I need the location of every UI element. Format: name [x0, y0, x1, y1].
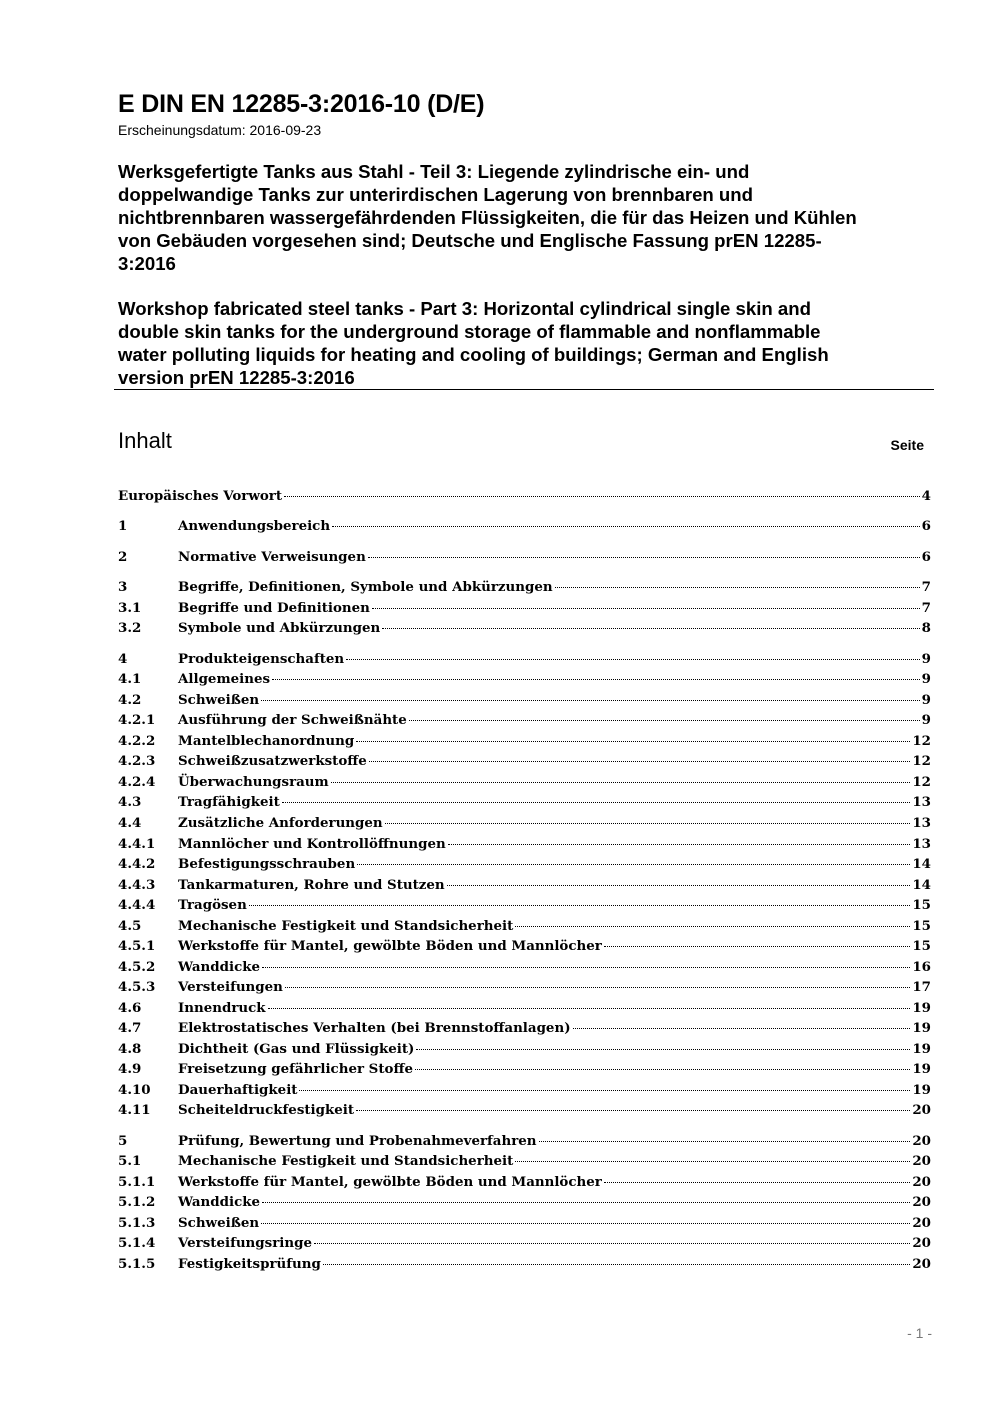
toc-leader-dots	[356, 1109, 910, 1111]
toc-entry[interactable]	[118, 1256, 931, 1276]
toc-entry-title: Freisetzung gefährlicher Stoffe	[178, 1061, 413, 1077]
toc-entry-page: 15	[912, 897, 931, 913]
title-english-line: double skin tanks for the underground storage of flammable and nonflammable	[118, 321, 821, 342]
toc-page-column-heading: Seite	[890, 437, 924, 453]
toc-heading: Inhalt	[118, 428, 172, 453]
toc-leader-dots	[314, 1242, 910, 1244]
toc-entry-page: 20	[912, 1235, 931, 1251]
toc-entry-page: 9	[921, 651, 931, 667]
toc-entry[interactable]	[118, 979, 931, 999]
toc-entry[interactable]	[118, 1153, 931, 1173]
toc-entry-page: 6	[921, 518, 931, 534]
toc-entry-title: Schweißen	[178, 1215, 260, 1231]
toc-entry[interactable]	[118, 579, 931, 599]
toc-leader-dots	[357, 863, 910, 865]
toc-leader-dots	[382, 627, 919, 629]
toc-entry-page: 16	[912, 959, 931, 975]
toc-leader-dots	[447, 884, 911, 886]
toc-entry-title: Tragösen	[178, 897, 247, 913]
toc-entry-number: 4.2	[118, 692, 142, 708]
toc-entry-number: 4.4.1	[118, 836, 156, 852]
toc-entry-title: Begriffe, Definitionen, Symbole und Abkürzungen	[178, 579, 553, 595]
toc-entry-title: Prüfung, Bewertung und Probenahmeverfahren	[178, 1133, 537, 1149]
toc-entry-title: Tragfähigkeit	[178, 794, 280, 810]
toc-entry-title: Scheiteldruckfestigkeit	[178, 1102, 355, 1118]
toc-entry[interactable]	[118, 774, 931, 794]
toc-entry-number: 4.4.4	[118, 897, 156, 913]
toc-leader-dots	[415, 1068, 910, 1070]
toc-entry[interactable]	[118, 1061, 931, 1081]
toc-leader-dots	[573, 1027, 911, 1029]
toc-entry-number: 2	[118, 549, 128, 565]
toc-entry-page: 15	[912, 918, 931, 934]
toc-entry-page: 19	[912, 1061, 931, 1077]
toc-entry-page: 20	[912, 1102, 931, 1118]
toc-entry-title: Allgemeines	[178, 671, 271, 687]
toc-entry-number: 4.5.1	[118, 938, 156, 954]
toc-entry-number: 4.2.1	[118, 712, 156, 728]
toc-entry[interactable]	[118, 753, 931, 773]
toc-entry[interactable]	[118, 620, 931, 640]
toc-entry-title: Versteifungen	[178, 979, 283, 995]
toc-entry-number: 4.11	[118, 1102, 151, 1118]
toc-leader-dots	[368, 556, 920, 558]
toc-leader-dots	[331, 781, 911, 783]
toc-entry-number: 4.2.2	[118, 733, 156, 749]
title-english-line: Workshop fabricated steel tanks - Part 3: Horizontal cylindrical single skin and	[118, 298, 811, 319]
toc-entry-page: 9	[921, 671, 931, 687]
toc-leader-dots	[555, 586, 920, 588]
toc-entry-page: 12	[912, 753, 931, 769]
toc-entry-number: 4.5.2	[118, 959, 156, 975]
toc-entry[interactable]	[118, 488, 931, 508]
toc-leader-dots	[282, 801, 911, 803]
toc-entry-page: 14	[912, 877, 931, 893]
toc-entry[interactable]	[118, 877, 931, 897]
title-german-line: doppelwandige Tanks zur unterirdischen Lagerung von brennbaren und	[118, 184, 754, 205]
toc-entry-title: Überwachungsraum	[178, 774, 329, 790]
title-german	[118, 160, 928, 275]
toc-leader-dots	[261, 1222, 910, 1224]
toc-leader-dots	[268, 1007, 911, 1009]
toc-entry[interactable]	[118, 518, 931, 538]
toc-entry-title: Werkstoffe für Mantel, gewölbte Böden und Mannlöcher	[178, 1174, 602, 1190]
toc-entry[interactable]	[118, 1215, 931, 1235]
toc-entry-number: 5.1.4	[118, 1235, 156, 1251]
toc-entry-page: 7	[921, 579, 931, 595]
toc-entry-page: 20	[912, 1194, 931, 1210]
toc-entry-number: 1	[118, 518, 128, 534]
toc-leader-dots	[346, 658, 920, 660]
page-number: - 1 -	[907, 1325, 932, 1341]
toc-entry[interactable]	[118, 733, 931, 753]
title-german-line: nichtbrennbaren wassergefährdenden Flüssigkeiten, die für das Heizen und Kühlen	[118, 207, 857, 228]
title-german-line: Werksgefertigte Tanks aus Stahl - Teil 3: Liegende zylindrische ein- und	[118, 161, 750, 182]
toc-leader-dots	[332, 525, 920, 527]
toc-entry-title: Ausführung der Schweißnähte	[178, 712, 407, 728]
toc-entry-number: 5.1.5	[118, 1256, 156, 1272]
toc-entry-number: 5.1.3	[118, 1215, 156, 1231]
toc-leader-dots	[372, 607, 920, 609]
toc-entry-page: 4	[921, 488, 931, 504]
toc-entry[interactable]	[118, 671, 931, 691]
toc-entry-number: 4.10	[118, 1082, 151, 1098]
toc-entry-title: Dauerhaftigkeit	[178, 1082, 298, 1098]
toc-entry-number: 4.4.2	[118, 856, 156, 872]
toc-entry-page: 20	[912, 1174, 931, 1190]
toc-entry-number: 4.4.3	[118, 877, 156, 893]
toc-leader-dots	[285, 986, 910, 988]
toc-entry[interactable]	[118, 1020, 931, 1040]
toc-entry[interactable]	[118, 815, 931, 835]
publication-date: Erscheinungsdatum: 2016-09-23	[118, 122, 322, 138]
toc-entry-title: Versteifungsringe	[178, 1235, 312, 1251]
toc-entry[interactable]	[118, 938, 931, 958]
toc-entry-page: 9	[921, 712, 931, 728]
toc-leader-dots	[262, 1201, 910, 1203]
toc-entry[interactable]	[118, 1041, 931, 1061]
toc-entry-number: 5.1	[118, 1153, 142, 1169]
toc-entry-title: Befestigungsschrauben	[178, 856, 356, 872]
toc-entry-title: Begriffe und Definitionen	[178, 600, 370, 616]
toc-entry-number: 3.1	[118, 600, 142, 616]
toc-entry-title: Werkstoffe für Mantel, gewölbte Böden und Mannlöcher	[178, 938, 602, 954]
toc-entry-page: 19	[912, 1041, 931, 1057]
toc-entry-page: 17	[912, 979, 931, 995]
toc-entry-page: 19	[912, 1000, 931, 1016]
title-english-line: version prEN 12285-3:2016	[118, 367, 355, 388]
toc-entry[interactable]	[118, 794, 931, 814]
toc-entry[interactable]	[118, 959, 931, 979]
toc-entry[interactable]	[118, 1194, 931, 1214]
toc-entry[interactable]	[118, 600, 931, 620]
toc-entry-title: Symbole und Abkürzungen	[178, 620, 381, 636]
toc-entry-title: Mantelblechanordnung	[178, 733, 355, 749]
document-title: E DIN EN 12285-3:2016-10 (D/E)	[118, 90, 485, 118]
toc-leader-dots	[448, 843, 911, 845]
toc-entry-page: 12	[912, 733, 931, 749]
toc-entry[interactable]	[118, 549, 931, 569]
toc-leader-dots	[249, 904, 911, 906]
toc-leader-dots	[369, 760, 911, 762]
toc-entry-title: Zusätzliche Anforderungen	[178, 815, 383, 831]
toc-leader-dots	[416, 1048, 910, 1050]
toc-leader-dots	[515, 925, 910, 927]
toc-entry-title: Mechanische Festigkeit und Standsicherheit	[178, 918, 514, 934]
toc-entry-title: Festigkeitsprüfung	[178, 1256, 321, 1272]
toc-entry-number: 4.7	[118, 1020, 142, 1036]
toc-entry-number: 4.4	[118, 815, 142, 831]
title-english	[118, 297, 928, 389]
toc-entry-number: 3	[118, 579, 128, 595]
toc-leader-dots	[356, 740, 910, 742]
toc-leader-dots	[323, 1263, 911, 1265]
toc-entry-title: Wanddicke	[178, 959, 261, 975]
toc-entry-page: 20	[912, 1215, 931, 1231]
title-german-line: von Gebäuden vorgesehen sind; Deutsche und Englische Fassung prEN 12285-	[118, 230, 822, 251]
toc-leader-dots	[284, 495, 920, 497]
toc-entry-title: Europäisches Vorwort	[118, 488, 283, 504]
toc-entry-title: Wanddicke	[178, 1194, 261, 1210]
toc-entry-number: 4	[118, 651, 128, 667]
toc-entry-number: 4.5.3	[118, 979, 156, 995]
toc-entry-title: Tankarmaturen, Rohre und Stutzen	[178, 877, 445, 893]
toc-leader-dots	[262, 966, 910, 968]
toc-entry-page: 14	[912, 856, 931, 872]
toc-entry-title: Normative Verweisungen	[178, 549, 366, 565]
toc-leader-dots	[409, 719, 920, 721]
toc-leader-dots	[604, 945, 911, 947]
toc-entry-number: 3.2	[118, 620, 142, 636]
toc-entry[interactable]	[118, 1000, 931, 1020]
toc-entry-page: 20	[912, 1256, 931, 1272]
toc-leader-dots	[299, 1089, 910, 1091]
toc-leader-dots	[515, 1160, 910, 1162]
toc-entry-title: Innendruck	[178, 1000, 266, 1016]
toc-entry[interactable]	[118, 1174, 931, 1194]
toc-entry[interactable]	[118, 1133, 931, 1153]
toc-entry-number: 5	[118, 1133, 128, 1149]
toc-leader-dots	[272, 678, 920, 680]
toc-entry[interactable]	[118, 897, 931, 917]
toc-leader-dots	[539, 1140, 911, 1142]
toc-entry-page: 20	[912, 1133, 931, 1149]
toc-entry-number: 4.3	[118, 794, 142, 810]
toc-entry-title: Schweißen	[178, 692, 260, 708]
toc-entry[interactable]	[118, 1082, 931, 1102]
toc-entry-title: Elektrostatisches Verhalten (bei Brennstoffanlagen)	[178, 1020, 571, 1036]
toc-entry-number: 5.1.1	[118, 1174, 156, 1190]
toc-entry-page: 13	[912, 836, 931, 852]
toc-entry-page: 6	[921, 549, 931, 565]
toc-entry-page: 12	[912, 774, 931, 790]
toc-entry[interactable]	[118, 692, 931, 712]
toc-leader-dots	[385, 822, 911, 824]
toc-entry-number: 4.1	[118, 671, 142, 687]
toc-entry[interactable]	[118, 1235, 931, 1255]
toc-entry[interactable]	[118, 1102, 931, 1122]
toc-entry-page: 7	[921, 600, 931, 616]
toc-entry-page: 19	[912, 1020, 931, 1036]
toc-entry-title: Schweißzusatzwerkstoffe	[178, 753, 367, 769]
title-english-line: water polluting liquids for heating and cooling of buildings; German and English	[118, 344, 829, 365]
toc-leader-dots	[604, 1181, 911, 1183]
toc-entry[interactable]	[118, 918, 931, 938]
toc-entry[interactable]	[118, 712, 931, 732]
toc-entry-page: 9	[921, 692, 931, 708]
toc-entry-title: Dichtheit (Gas und Flüssigkeit)	[178, 1041, 415, 1057]
toc-entry-page: 13	[912, 815, 931, 831]
toc-entry-title: Produkteigenschaften	[178, 651, 345, 667]
toc-leader-dots	[261, 699, 920, 701]
toc-entry-number: 4.9	[118, 1061, 142, 1077]
toc-entry-number: 5.1.2	[118, 1194, 156, 1210]
toc-entry-page: 19	[912, 1082, 931, 1098]
toc-entry-page: 8	[921, 620, 931, 636]
toc-entry-number: 4.6	[118, 1000, 142, 1016]
title-divider	[114, 389, 934, 390]
toc-entry-title: Mannlöcher und Kontrollöffnungen	[178, 836, 446, 852]
toc-entry-page: 15	[912, 938, 931, 954]
toc-entry-number: 4.2.3	[118, 753, 156, 769]
toc-entry-page: 13	[912, 794, 931, 810]
toc-entry[interactable]	[118, 856, 931, 876]
title-german-line: 3:2016	[118, 253, 176, 274]
toc-entry-title: Anwendungsbereich	[178, 518, 331, 534]
toc-entry-number: 4.5	[118, 918, 142, 934]
toc-entry[interactable]	[118, 651, 931, 671]
toc-entry-number: 4.2.4	[118, 774, 156, 790]
toc-entry-number: 4.8	[118, 1041, 142, 1057]
toc-entry-title: Mechanische Festigkeit und Standsicherheit	[178, 1153, 514, 1169]
toc-entry[interactable]	[118, 836, 931, 856]
toc-entry-page: 20	[912, 1153, 931, 1169]
